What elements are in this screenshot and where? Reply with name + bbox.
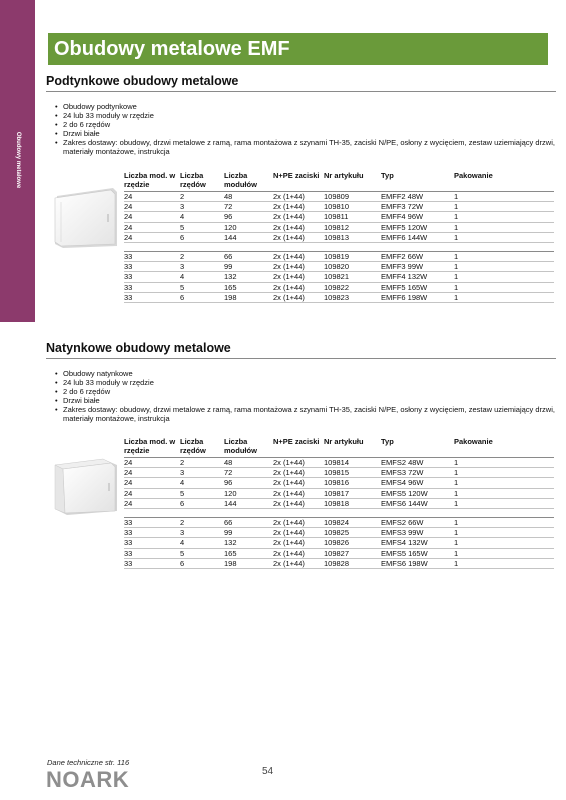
table-cell: 1 — [454, 212, 554, 222]
table-cell: 1 — [454, 232, 554, 242]
table-row — [124, 282, 554, 292]
table-cell: 1 — [454, 498, 554, 508]
table-row — [124, 478, 554, 488]
table-cell: 109812 — [324, 222, 381, 232]
table-cell: 5 — [180, 488, 224, 498]
table-cell: 96 — [224, 212, 273, 222]
table-cell: 1 — [454, 558, 554, 568]
table-cell: 2x (1+44) — [273, 292, 324, 302]
table-cell: 109826 — [324, 538, 381, 548]
table-cell: 33 — [124, 292, 180, 302]
section-title: Natynkowe obudowy metalowe — [46, 341, 231, 355]
table-header-row — [124, 437, 554, 458]
table-cell: 33 — [124, 518, 180, 528]
table-cell: EMFF3 72W — [381, 202, 454, 212]
table-cell: 120 — [224, 222, 273, 232]
table-cell: 1 — [454, 478, 554, 488]
table-cell: 2x (1+44) — [273, 202, 324, 212]
table-cell: 4 — [180, 272, 224, 282]
table-cell: 3 — [180, 202, 224, 212]
table-cell: 109819 — [324, 252, 381, 262]
table-cell: 109817 — [324, 488, 381, 498]
table-cell: 2x (1+44) — [273, 232, 324, 242]
table-cell: 1 — [454, 538, 554, 548]
table-cell: 109820 — [324, 262, 381, 272]
table-cell: 24 — [124, 232, 180, 242]
table-cell: 33 — [124, 528, 180, 538]
feature-item: • Obudowy podtynkowe — [55, 102, 556, 111]
table-cell: 2x (1+44) — [273, 192, 324, 202]
table-row — [124, 262, 554, 272]
table-cell: 33 — [124, 272, 180, 282]
table-cell: 33 — [124, 282, 180, 292]
table-cell: 2x (1+44) — [273, 488, 324, 498]
table-cell: 24 — [124, 212, 180, 222]
table-cell: 109815 — [324, 468, 381, 478]
table-cell: 109822 — [324, 282, 381, 292]
table-cell: EMFS6 198W — [381, 558, 454, 568]
table-cell: 198 — [224, 558, 273, 568]
column-header: Pakowanie — [454, 437, 554, 458]
table-cell: 144 — [224, 498, 273, 508]
table-cell: 109811 — [324, 212, 381, 222]
table-cell: 5 — [180, 548, 224, 558]
table-cell: 109810 — [324, 202, 381, 212]
table-cell: EMFF5 120W — [381, 222, 454, 232]
table-cell: 2x (1+44) — [273, 458, 324, 468]
table-cell: 144 — [224, 232, 273, 242]
table-cell: 33 — [124, 548, 180, 558]
column-header: Pakowanie — [454, 171, 554, 192]
side-tab — [0, 0, 35, 322]
table-row — [124, 548, 554, 558]
table-cell: 2 — [180, 518, 224, 528]
table-cell: EMFF3 99W — [381, 262, 454, 272]
table-cell: 109816 — [324, 478, 381, 488]
table-cell: 109825 — [324, 528, 381, 538]
table-cell: 1 — [454, 458, 554, 468]
spec-table — [124, 171, 554, 303]
section-divider — [46, 358, 556, 359]
table-cell: 165 — [224, 282, 273, 292]
table-cell: EMFS2 66W — [381, 518, 454, 528]
table-cell: 2x (1+44) — [273, 222, 324, 232]
table-cell: 4 — [180, 212, 224, 222]
feature-item: • 24 lub 33 moduły w rzędzie — [55, 111, 556, 120]
enclosure-flush-image — [53, 186, 119, 250]
feature-item: • Zakres dostawy: obudowy, drzwi metalowe z ramą, rama montażowa z szynami TH-35, zaciski N/PE, osłony z wycięciem, zestaw uziemiający drzwi, materiały montażowe, instrukcja — [55, 405, 556, 423]
column-header: N+PE zaciski — [273, 437, 324, 458]
spacer-cell — [124, 243, 554, 252]
table-cell: EMFF6 144W — [381, 232, 454, 242]
table-cell: 72 — [224, 202, 273, 212]
table-cell: 6 — [180, 292, 224, 302]
table-cell: 1 — [454, 262, 554, 272]
table-cell: 1 — [454, 282, 554, 292]
table-cell: 2 — [180, 458, 224, 468]
table-row — [124, 468, 554, 478]
table-cell: 4 — [180, 478, 224, 488]
section-divider — [46, 91, 556, 92]
table-cell: 1 — [454, 202, 554, 212]
table-cell: 2x (1+44) — [273, 548, 324, 558]
table-row — [124, 498, 554, 508]
table-cell: 2x (1+44) — [273, 252, 324, 262]
feature-item: • 2 do 6 rzędów — [55, 120, 556, 129]
table-cell: 198 — [224, 292, 273, 302]
table-row — [124, 538, 554, 548]
table-cell: 1 — [454, 292, 554, 302]
column-header: Nr artykułu — [324, 171, 381, 192]
column-header: Typ — [381, 437, 454, 458]
table-cell: 109809 — [324, 192, 381, 202]
table-cell: EMFF2 66W — [381, 252, 454, 262]
table-cell: 109813 — [324, 232, 381, 242]
table-cell: 165 — [224, 548, 273, 558]
table-cell: EMFF4 96W — [381, 212, 454, 222]
table-cell: 1 — [454, 528, 554, 538]
svg-text:NOARK: NOARK — [46, 768, 130, 790]
table-row — [124, 458, 554, 468]
column-header: Typ — [381, 171, 454, 192]
table-cell: 109823 — [324, 292, 381, 302]
table-cell: 1 — [454, 252, 554, 262]
table-cell: EMFF2 48W — [381, 192, 454, 202]
table-cell: 2x (1+44) — [273, 518, 324, 528]
table-row — [124, 192, 554, 202]
table-cell: 2 — [180, 192, 224, 202]
table-cell: EMFS4 96W — [381, 478, 454, 488]
side-tab-label: Obudowy metalowe — [14, 131, 21, 189]
table-cell: 33 — [124, 558, 180, 568]
title-banner — [48, 33, 548, 65]
table-cell: 3 — [180, 528, 224, 538]
table-cell: 66 — [224, 252, 273, 262]
table-cell: 48 — [224, 458, 273, 468]
feature-item: • 2 do 6 rzędów — [55, 387, 556, 396]
table-cell: 24 — [124, 468, 180, 478]
table-cell: 2 — [180, 252, 224, 262]
table-cell: 2x (1+44) — [273, 538, 324, 548]
table-cell: 2x (1+44) — [273, 558, 324, 568]
table-cell: 72 — [224, 468, 273, 478]
table-cell: 2x (1+44) — [273, 262, 324, 272]
table-cell: 2x (1+44) — [273, 478, 324, 488]
column-header: Nr artykułu — [324, 437, 381, 458]
table-row — [124, 232, 554, 242]
table-cell: 109821 — [324, 272, 381, 282]
table-cell: 3 — [180, 262, 224, 272]
table-cell: 1 — [454, 222, 554, 232]
table-cell: EMFS4 132W — [381, 538, 454, 548]
table-cell: 1 — [454, 518, 554, 528]
table-cell: 24 — [124, 222, 180, 232]
section-flush-mounted — [46, 72, 556, 302]
table-cell: 132 — [224, 272, 273, 282]
table-cell: 24 — [124, 458, 180, 468]
table-cell: 3 — [180, 468, 224, 478]
column-header: Liczba rzędów — [180, 171, 224, 192]
column-header: Liczba mod. w rzędzie — [124, 171, 180, 192]
table-row — [124, 202, 554, 212]
column-header: Liczba rzędów — [180, 437, 224, 458]
table-cell: EMFS6 144W — [381, 498, 454, 508]
table-cell: 2x (1+44) — [273, 498, 324, 508]
table-cell: EMFS2 48W — [381, 458, 454, 468]
table-cell: 99 — [224, 528, 273, 538]
table-cell: 109818 — [324, 498, 381, 508]
table-cell: 5 — [180, 282, 224, 292]
table-cell: EMFF6 198W — [381, 292, 454, 302]
table-cell: 96 — [224, 478, 273, 488]
table-cell: 24 — [124, 202, 180, 212]
table-cell: 5 — [180, 222, 224, 232]
table-cell: 48 — [224, 192, 273, 202]
column-header: Liczba modułów — [224, 437, 273, 458]
table-header-row — [124, 171, 554, 192]
enclosure-surface-image — [53, 457, 119, 517]
table-cell: 132 — [224, 538, 273, 548]
feature-item: • Obudowy natynkowe — [55, 369, 556, 378]
table-cell: 33 — [124, 538, 180, 548]
section-surface-mounted — [46, 339, 556, 568]
table-cell: 2x (1+44) — [273, 282, 324, 292]
table-cell: 2x (1+44) — [273, 528, 324, 538]
spacer-cell — [124, 509, 554, 518]
table-row — [124, 488, 554, 498]
technical-data-reference: Dane techniczne str. 116 — [47, 758, 130, 767]
feature-item: • Zakres dostawy: obudowy, drzwi metalowe z ramą, rama montażowa z szynami TH-35, zaciski N/PE, osłony z wycięciem, zestaw uziemiający drzwi, materiały montażowe, instrukcja — [55, 138, 556, 156]
table-cell: 109814 — [324, 458, 381, 468]
table-cell: 1 — [454, 548, 554, 558]
table-cell: 24 — [124, 478, 180, 488]
table-cell: EMFF4 132W — [381, 272, 454, 282]
table-cell: 109824 — [324, 518, 381, 528]
table-cell: 4 — [180, 538, 224, 548]
table-cell: 6 — [180, 558, 224, 568]
table-cell: 99 — [224, 262, 273, 272]
feature-item: • Drzwi białe — [55, 129, 556, 138]
table-row — [124, 518, 554, 528]
page-number: 54 — [262, 766, 274, 777]
table-row — [124, 528, 554, 538]
table-cell: 109827 — [324, 548, 381, 558]
section-title: Podtynkowe obudowy metalowe — [46, 74, 239, 88]
table-row — [124, 292, 554, 302]
table-cell: EMFS3 72W — [381, 468, 454, 478]
table-cell: 6 — [180, 498, 224, 508]
table-row — [124, 222, 554, 232]
table-cell: EMFS3 99W — [381, 528, 454, 538]
table-cell: 2x (1+44) — [273, 468, 324, 478]
column-header: Liczba modułów — [224, 171, 273, 192]
table-cell: 24 — [124, 192, 180, 202]
table-cell: 2x (1+44) — [273, 212, 324, 222]
table-cell: 33 — [124, 252, 180, 262]
table-group-spacer — [124, 243, 554, 252]
table-row — [124, 272, 554, 282]
noark-logo — [46, 768, 138, 790]
table-cell: 1 — [454, 272, 554, 282]
table-cell: EMFS5 165W — [381, 548, 454, 558]
table-row — [124, 558, 554, 568]
table-group-spacer — [124, 509, 554, 518]
table-row — [124, 212, 554, 222]
table-row — [124, 252, 554, 262]
table-cell: 24 — [124, 488, 180, 498]
table-cell: 1 — [454, 488, 554, 498]
page-title: Obudowy metalowe EMF — [54, 38, 290, 60]
feature-list — [46, 369, 556, 423]
table-cell: 1 — [454, 468, 554, 478]
table-cell: 66 — [224, 518, 273, 528]
column-header: N+PE zaciski — [273, 171, 324, 192]
feature-item: • 24 lub 33 moduły w rzędzie — [55, 378, 556, 387]
feature-item: • Drzwi białe — [55, 396, 556, 405]
table-cell: 33 — [124, 262, 180, 272]
table-cell: 24 — [124, 498, 180, 508]
table-cell: 6 — [180, 232, 224, 242]
table-cell: 109828 — [324, 558, 381, 568]
table-cell: EMFS5 120W — [381, 488, 454, 498]
feature-list — [46, 102, 556, 156]
column-header: Liczba mod. w rzędzie — [124, 437, 180, 458]
spec-table — [124, 437, 554, 569]
table-cell: 1 — [454, 192, 554, 202]
table-cell: 2x (1+44) — [273, 272, 324, 282]
table-cell: 120 — [224, 488, 273, 498]
table-cell: EMFF5 165W — [381, 282, 454, 292]
